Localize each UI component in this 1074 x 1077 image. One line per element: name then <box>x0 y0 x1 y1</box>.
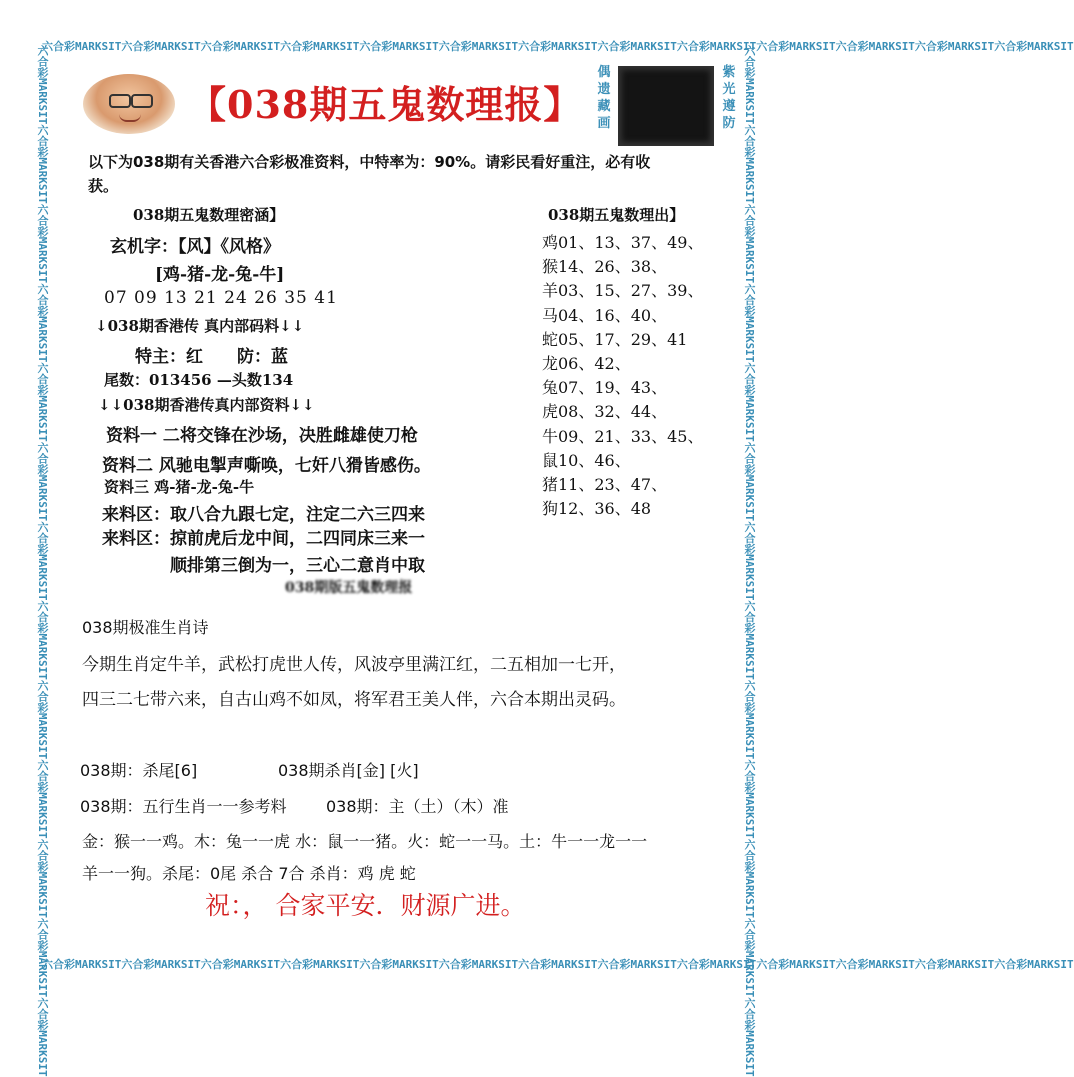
wuxing-detail-1: 金：猴一一鸡。木：兔一一虎 水：鼠一一猪。火：蛇一一马。土：牛一一龙一一 <box>82 832 648 851</box>
right-vertical-label: 紫光遵防 <box>722 65 736 131</box>
page-title: 【038期五鬼数理报】 <box>188 82 583 127</box>
animals-text: [鸡-猪-龙-兔-牛] <box>155 265 285 285</box>
zodiac-row: 猴14、26、38、 <box>542 257 668 277</box>
border-bottom: 六合彩MARKSIT六合彩MARKSIT六合彩MARKSIT六合彩MARKSIT六合彩MARKSIT六合彩MARKSIT六合彩MARKSIT六合彩MARKSIT六合彩MARKSIT六合彩MARKSIT六合彩MARKSIT六合彩MARKSIT六合彩MARKSIT <box>42 958 1074 971</box>
zodiac-row: 牛09、21、33、45、 <box>542 426 704 446</box>
left-footer: 038期版五鬼数理报 <box>285 580 413 596</box>
shawei-text: 038期：杀尾[6] <box>80 761 198 780</box>
qr-code-image <box>618 66 714 146</box>
poem-line-1: 今期生肖定牛羊，武松打虎世人传，风波亭里满江红，二五相加一七开， <box>82 655 626 675</box>
laiyuan-2: 来料区：掠前虎后龙中间，二四同床三来一 <box>102 529 425 549</box>
tezhu-text: 特主：红 防：蓝 <box>135 347 288 367</box>
zhu-text: 038期：主（土）（木）准 <box>326 797 509 816</box>
border-left: 六合彩MARKSIT六合彩MARKSIT六合彩MARKSIT六合彩MARKSIT六合彩MARKSIT六合彩MARKSIT六合彩MARKSIT六合彩MARKSIT六合彩MARKSIT六合彩MARKSIT六合彩MARKSIT六合彩MARKSIT六合彩MARKSIT <box>36 45 49 1077</box>
zodiac-row: 猪11、23、47、 <box>542 475 668 494</box>
poem-heading: 038期极准生肖诗 <box>82 618 209 637</box>
intro-line-1: 以下为038期有关香港六合彩极准资料，中特率为：90%。请彩民看好重注，必有收 <box>88 153 651 171</box>
portrait-image <box>83 74 175 134</box>
intro-line-2: 获。 <box>88 177 119 195</box>
zodiac-row: 蛇05、17、29、41 <box>542 329 688 349</box>
weishu-text: 尾数：013456 —头数134 <box>104 371 294 389</box>
neibu-heading-2: ↓↓038期香港传真内部资料↓↓ <box>98 396 315 414</box>
poem-line-2: 四三二七带六来，自古山鸡不如凤，将军君王美人伴，六合本期出灵码。 <box>82 690 626 710</box>
laiyuan-3: 顺排第三倒为一，三心二意肖中取 <box>170 556 425 576</box>
zodiac-row: 兔07、19、43、 <box>542 378 668 398</box>
numbers-text: 07 09 13 21 24 26 35 41 <box>104 288 338 308</box>
shaxiao-text: 038期杀肖[金] [火] <box>278 761 419 780</box>
wuxing-text: 038期：五行生肖一一参考料 <box>80 797 287 816</box>
ziliao-2: 资料二 风驰电掣声嘶唤，七奸八猾皆感伤。 <box>102 456 431 476</box>
left-heading: 038期五鬼数理密涵】 <box>133 206 285 224</box>
zodiac-row: 狗12、36、48 <box>542 499 652 519</box>
left-vertical-label: 偶遗藏画 <box>597 65 611 131</box>
xuanji-text: 玄机字：【风】《风格》 <box>110 237 280 257</box>
wuxing-detail-2: 羊一一狗。杀尾：0尾 杀合 7合 杀肖：鸡 虎 蛇 <box>82 864 416 883</box>
neibu-heading-1: ↓038期香港传 真内部码料↓↓ <box>95 317 305 335</box>
ziliao-3: 资料三 鸡-猪-龙-兔-牛 <box>104 478 255 496</box>
ziliao-1: 资料一 二将交锋在沙场，决胜雌雄使刀枪 <box>106 426 418 446</box>
right-heading: 038期五鬼数理出】 <box>548 206 685 224</box>
border-top: 六合彩MARKSIT六合彩MARKSIT六合彩MARKSIT六合彩MARKSIT六合彩MARKSIT六合彩MARKSIT六合彩MARKSIT六合彩MARKSIT六合彩MARKSIT六合彩MARKSIT六合彩MARKSIT六合彩MARKSIT六合彩MARKSIT <box>42 40 1074 53</box>
zodiac-row: 羊03、15、27、39、 <box>542 281 704 301</box>
laiyuan-1: 来料区：取八合九跟七定，注定二六三四来 <box>102 505 425 525</box>
zodiac-row: 马04、16、40、 <box>542 305 668 325</box>
zodiac-row: 鼠10、46、 <box>542 450 631 470</box>
blessing-text: 祝：， 合家平安．财源广进。 <box>205 891 526 920</box>
zodiac-row: 龙06、42、 <box>542 354 631 373</box>
zodiac-row: 虎08、32、44、 <box>542 402 668 422</box>
zodiac-row: 鸡01、13、37、49、 <box>542 233 704 252</box>
border-right: 六合彩MARKSIT六合彩MARKSIT六合彩MARKSIT六合彩MARKSIT六合彩MARKSIT六合彩MARKSIT六合彩MARKSIT六合彩MARKSIT六合彩MARKSIT六合彩MARKSIT六合彩MARKSIT六合彩MARKSIT六合彩MARKSIT <box>743 45 756 1077</box>
